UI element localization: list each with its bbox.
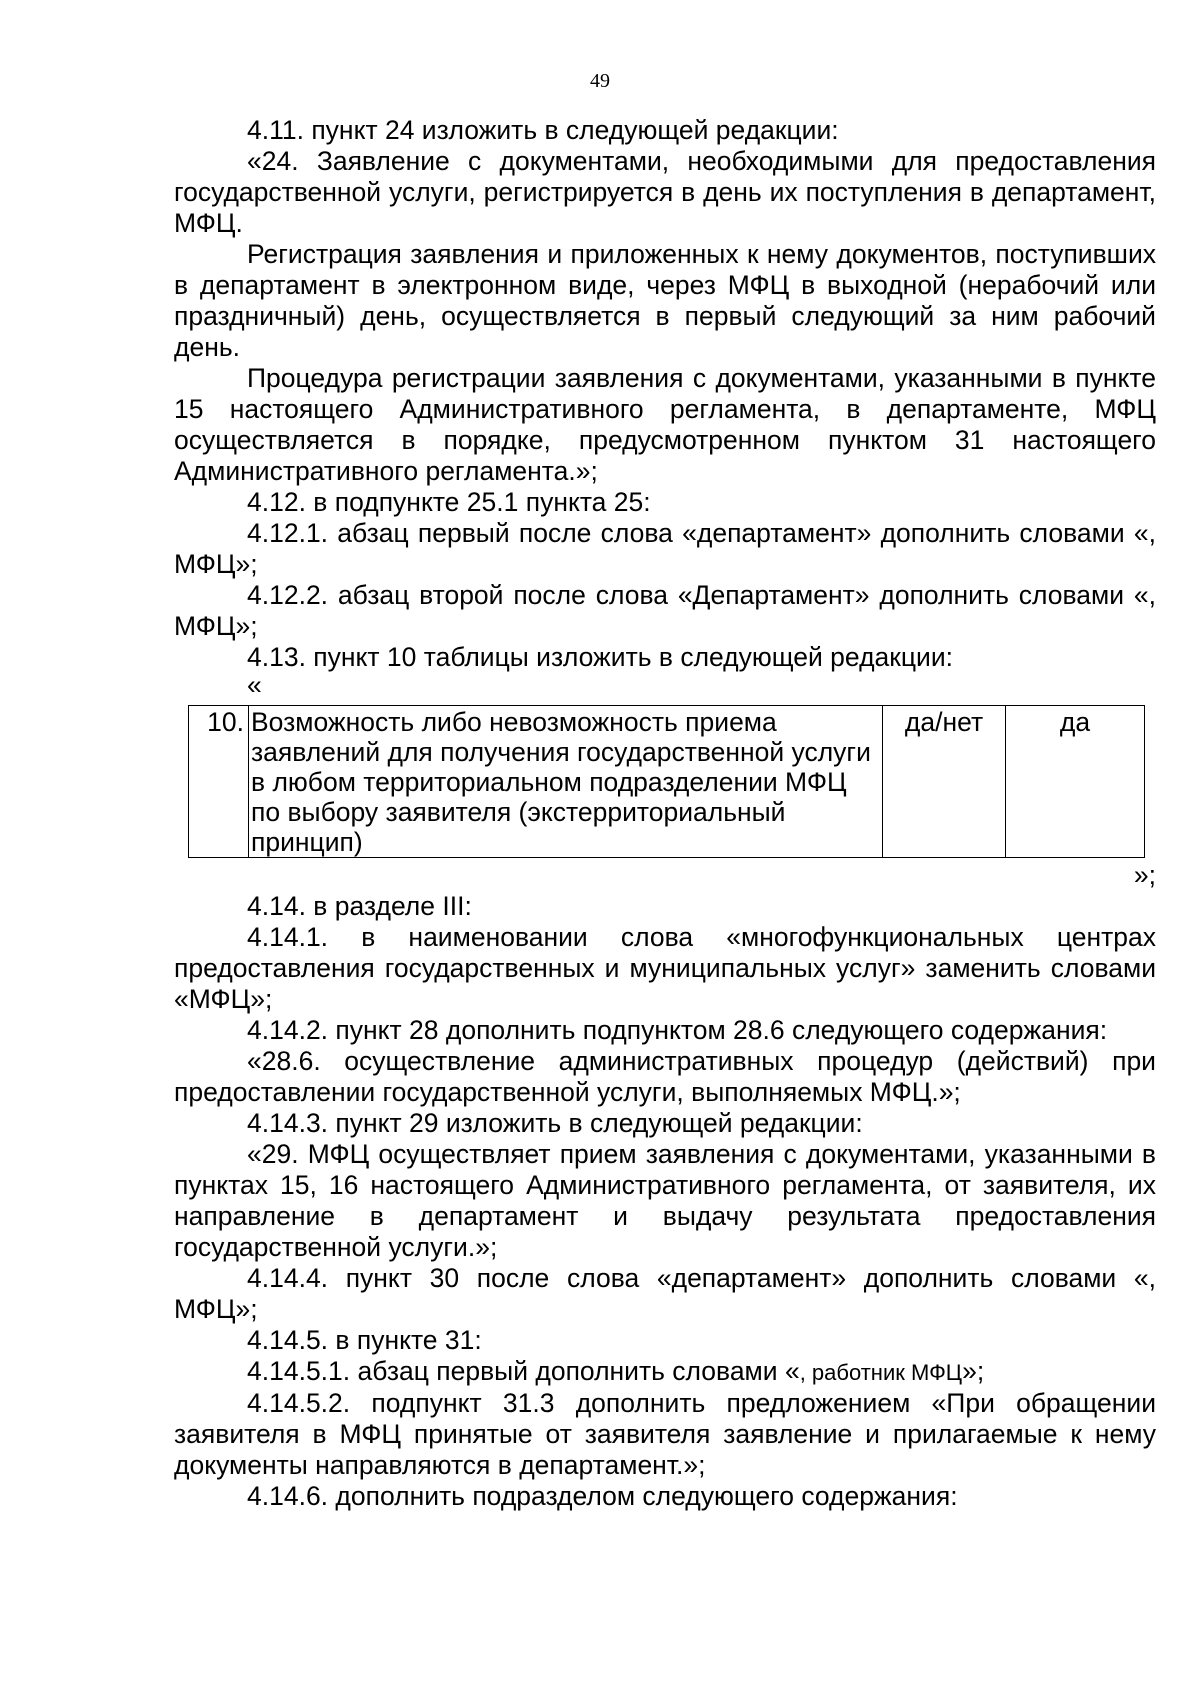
paragraph-text: »; bbox=[962, 1356, 985, 1386]
paragraph: «24. Заявление с документами, необходимыми для предоставления государственной услуги, регистрируется в день их поступления в департамент, МФЦ. bbox=[174, 146, 1156, 238]
paragraph: 4.13. пункт 10 таблицы изложить в следующей редакции: bbox=[247, 642, 954, 672]
paragraph: 4.12. в подпункте 25.1 пункта 25: bbox=[247, 487, 651, 517]
paragraph: «29. МФЦ осуществляет прием заявления с документами, указанными в пунктах 15, 16 настоящего Административного регламента, от заявителя, их направление в департамент и выдачу результата предоставления государственной услуги.»; bbox=[174, 1139, 1156, 1262]
paragraph: 4.14.4. пункт 30 после слова «департамент» дополнить словами «, МФЦ»; bbox=[174, 1263, 1156, 1324]
closing-quote: »; bbox=[1133, 860, 1156, 890]
paragraph: 4.12.1. абзац первый после слова «департамент» дополнить словами «, МФЦ»; bbox=[174, 518, 1156, 579]
paragraph-small-text: , работник МФЦ bbox=[799, 1360, 963, 1385]
table-row bbox=[189, 706, 1145, 858]
row-number: 10. bbox=[189, 706, 249, 858]
paragraph-text: 4.14.5.1. абзац первый дополнить словами « bbox=[247, 1356, 800, 1386]
opening-quote: « bbox=[247, 670, 262, 700]
paragraph: 4.14.5.2. подпункт 31.3 дополнить предложением «При обращении заявителя в МФЦ принятые от заявителя заявление и прилагаемые к нему документы направляются в департамент.»; bbox=[174, 1388, 1156, 1480]
paragraph: «28.6. осуществление административных процедур (действий) при предоставлении государственной услуги, выполняемых МФЦ.»; bbox=[174, 1046, 1156, 1107]
paragraph: 4.14.2. пункт 28 дополнить подпунктом 28.6 следующего содержания: bbox=[247, 1015, 1108, 1045]
paragraph: Процедура регистрации заявления с документами, указанными в пункте 15 настоящего Административного регламента, в департаменте, МФЦ осуществляется в порядке, предусмотренном пунктом 31 настоящего Административного регламента.»; bbox=[174, 363, 1156, 486]
paragraph: 4.14.3. пункт 29 изложить в следующей редакции: bbox=[247, 1108, 863, 1138]
paragraph: 4.11. пункт 24 изложить в следующей редакции: bbox=[247, 115, 839, 145]
row-description: Возможность либо невозможность приема заявлений для получения государственной услуги в любом территориальном подразделении МФЦ по выбору заявителя (экстерриториальный принцип) bbox=[249, 706, 883, 858]
paragraph: 4.14. в разделе III: bbox=[247, 891, 472, 921]
paragraph: 4.14.5. в пункте 31: bbox=[247, 1325, 482, 1355]
row-value: да bbox=[1006, 706, 1145, 858]
paragraph bbox=[174, 1356, 1156, 1388]
paragraph: Регистрация заявления и приложенных к нему документов, поступивших в департамент в электронном виде, через МФЦ в выходной (нерабочий или праздничный) день, осуществляется в первый следующий за ним рабочий день. bbox=[174, 239, 1156, 362]
paragraph: 4.14.1. в наименовании слова «многофункциональных центрах предоставления государственных и муниципальных услуг» заменить словами «МФЦ»; bbox=[174, 922, 1156, 1014]
paragraph: 4.14.6. дополнить подразделом следующего содержания: bbox=[247, 1481, 958, 1511]
amendment-table bbox=[188, 705, 1145, 858]
row-unit: да/нет bbox=[883, 706, 1006, 858]
paragraph: 4.12.2. абзац второй после слова «Департамент» дополнить словами «, МФЦ»; bbox=[174, 580, 1156, 641]
page-number: 49 bbox=[590, 70, 610, 92]
document-body bbox=[174, 115, 1156, 1512]
